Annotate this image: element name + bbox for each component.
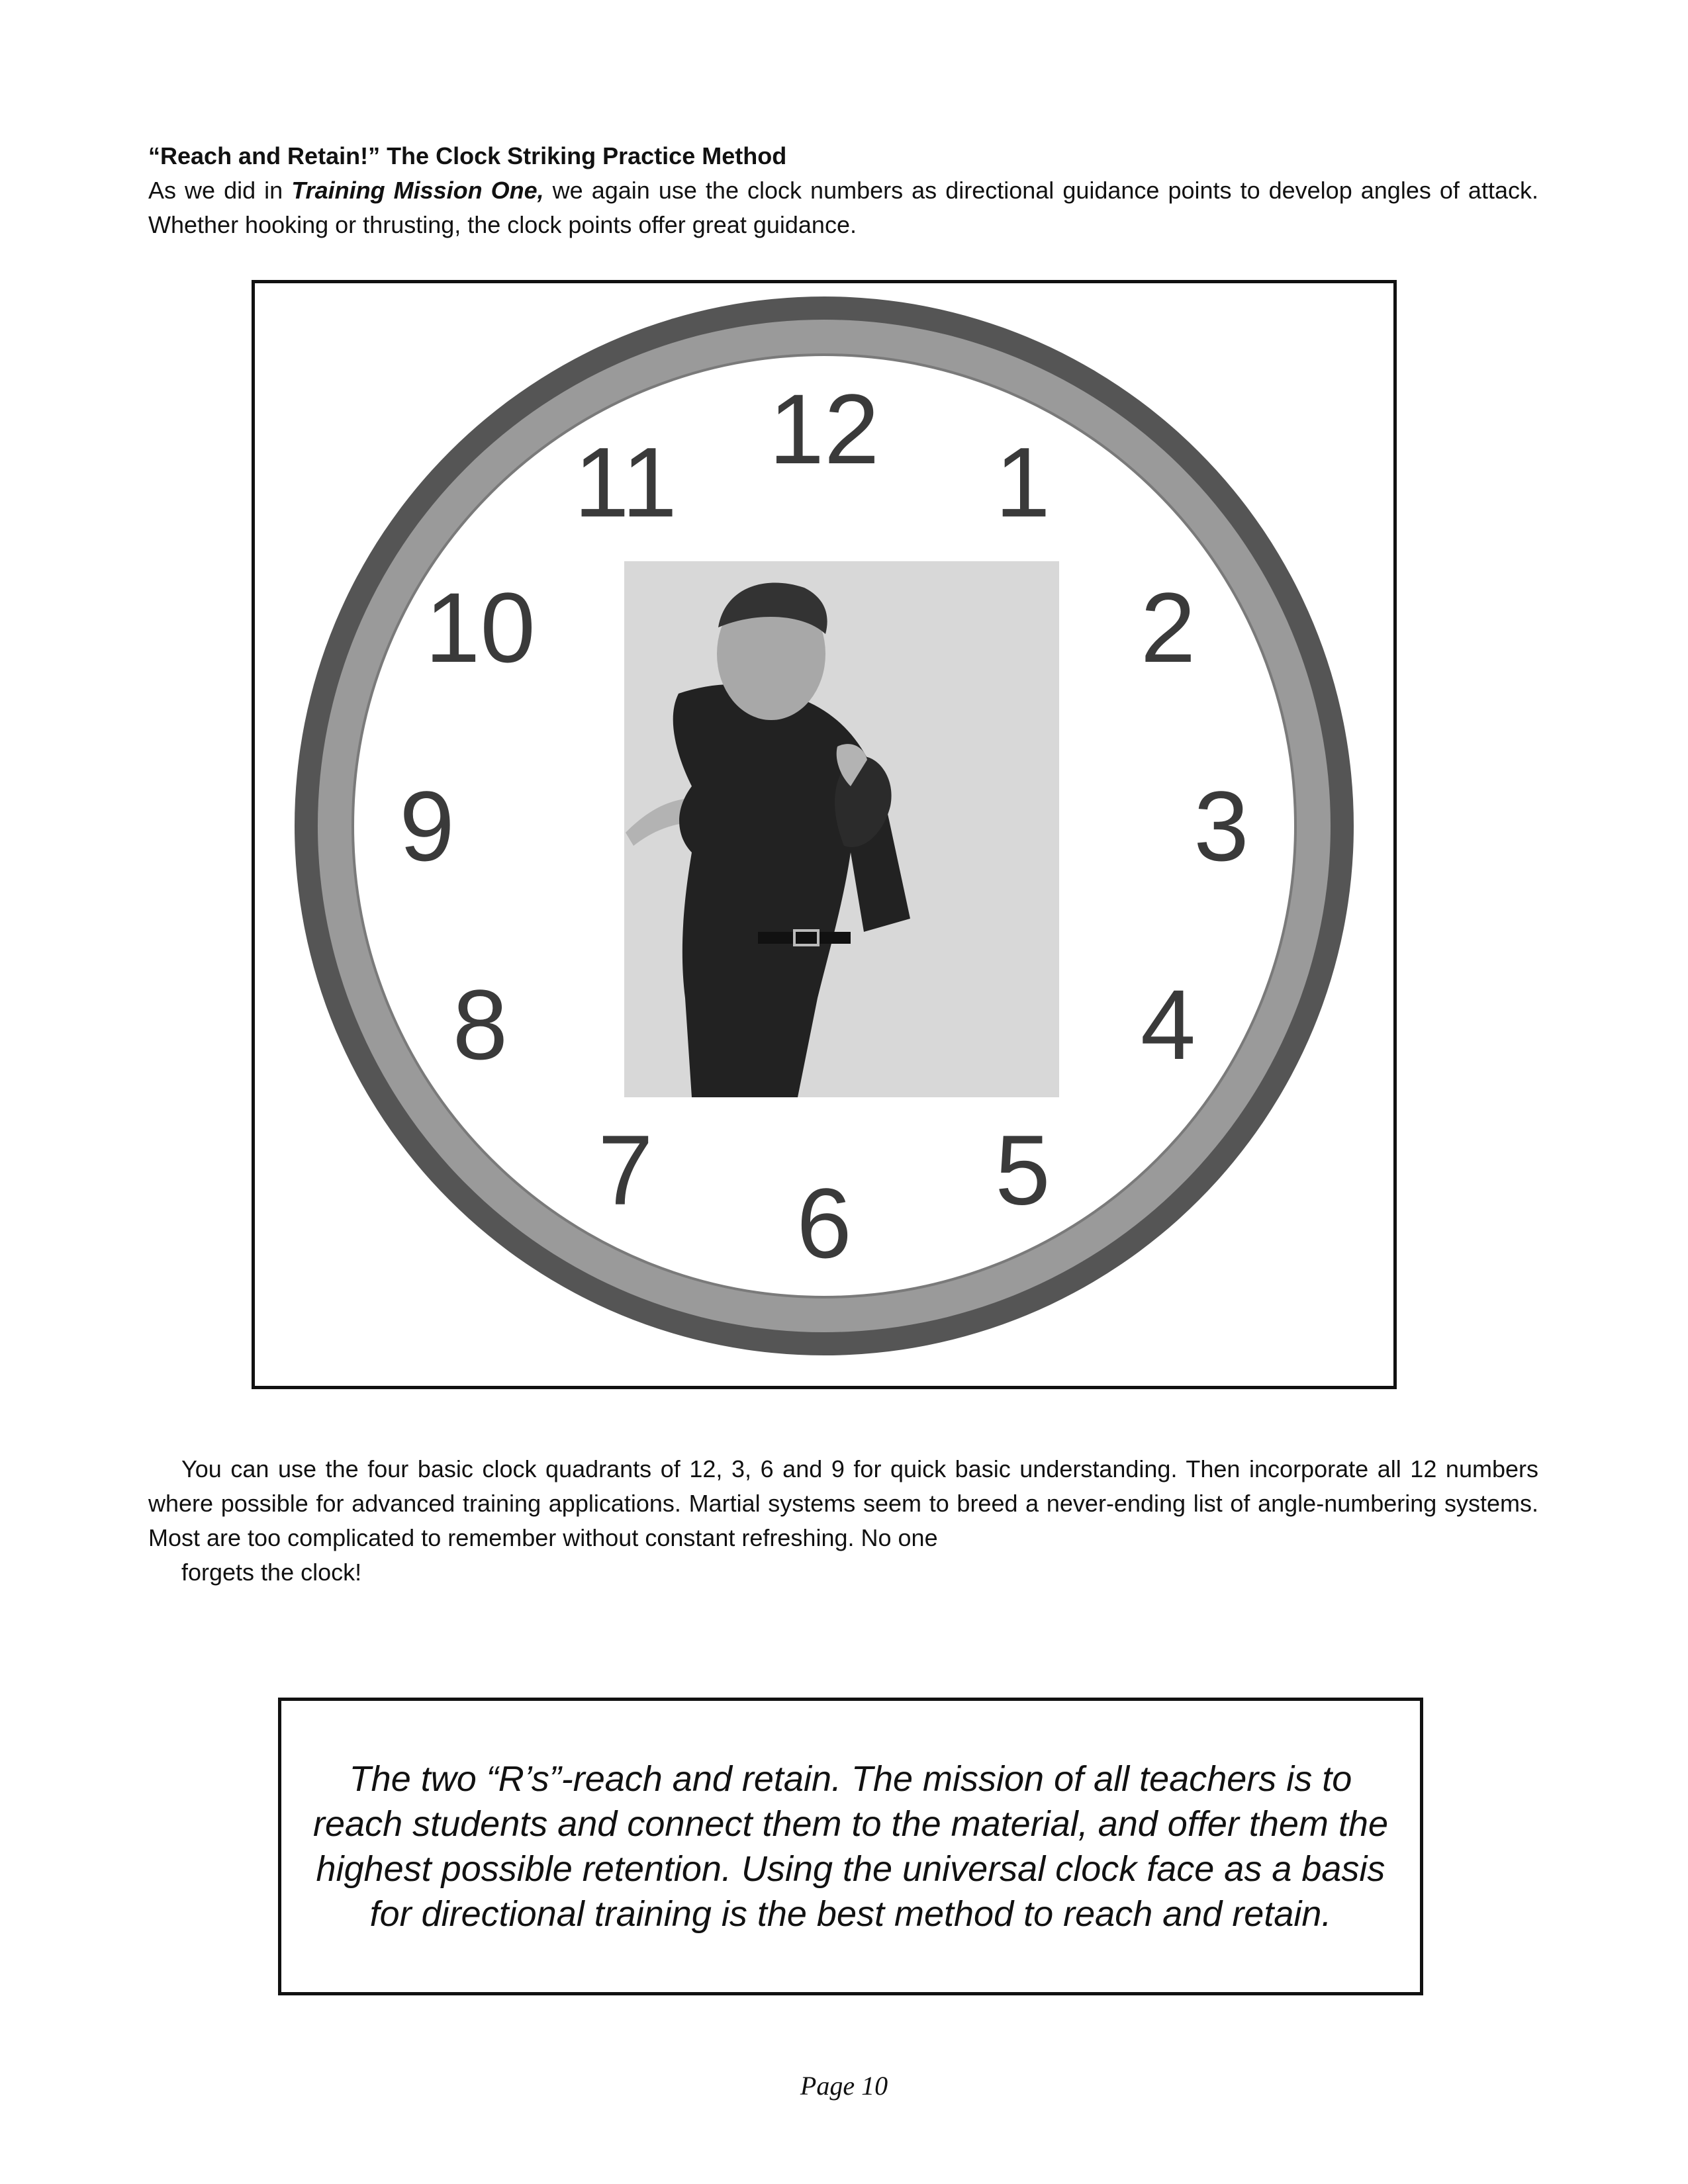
body-paragraph-last-line: forgets the clock! [181,1559,362,1586]
clock-number-10: 10 [424,572,536,683]
clock-illustration [255,283,1393,1386]
intro-emphasis: Training Mission One, [291,177,544,204]
clock-number-7: 7 [598,1114,653,1226]
intro-text-after: we again use the clock numbers as directional guidance points to develop angles of attack. Whether hooking or thrusting, the clock points offer great guidance. [148,177,1538,238]
page-number: Page 10 [800,2071,888,2101]
quote-box [278,1698,1423,1995]
clock-photo [624,561,1059,1097]
clock-number-12: 12 [769,373,880,484]
clock-number-11: 11 [574,426,677,538]
clock-number-1: 1 [995,426,1051,538]
intro-paragraph [148,173,1538,242]
clock-number-5: 5 [995,1114,1051,1226]
section-heading: “Reach and Retain!” The Clock Striking Practice Method [148,142,787,169]
body-paragraph-main: You can use the four basic clock quadrants of 12, 3, 6 and 9 for quick basic understanding. Then incorporate all 12 numbers where possible for advanced training applications. Martial systems seem to breed a never-ending list of angle-numbering systems. Most are too complicated to remember without constant refreshing. No one [148,1455,1538,1551]
clock-number-6: 6 [796,1167,852,1279]
clock-number-3: 3 [1194,770,1249,882]
intro-text-before: As we did in [148,177,292,204]
clock-number-2: 2 [1140,572,1196,683]
quote-text: The two “R’s”-reach and retain. The mission of all teachers is to reach students and connect them to the material, and offer them the highest possible retention. Using the universal clock face as a basis for directional training is the best method to reach and retain. [313,1759,1388,1934]
clock-figure [252,280,1397,1389]
body-paragraph [148,1452,1538,1590]
clock-number-4: 4 [1140,969,1196,1080]
clock-number-8: 8 [452,969,508,1080]
clock-number-9: 9 [399,770,455,882]
